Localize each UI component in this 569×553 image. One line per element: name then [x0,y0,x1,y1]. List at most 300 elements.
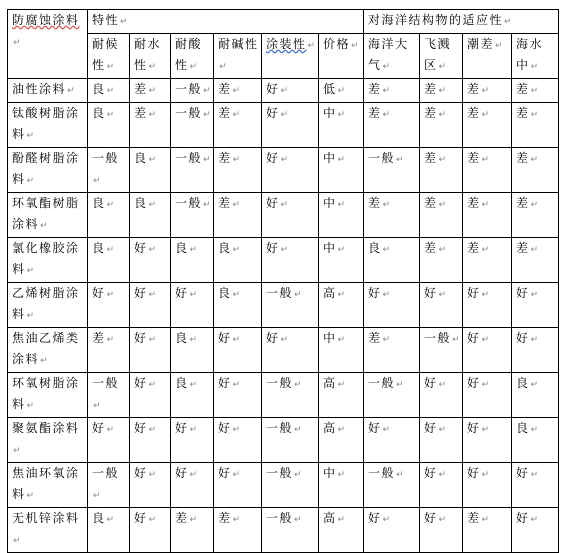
table-cell [420,193,463,238]
row-name-cell [8,328,88,373]
row-name-cell [8,373,88,418]
table-cell [420,148,463,193]
table-cell [214,283,262,328]
table-cell [512,418,559,463]
column-header-cell [420,34,463,79]
row-name-cell [8,463,88,508]
table-cell [88,238,130,283]
paragraph-mark-icon: ↵ [307,41,316,51]
paragraph-mark-icon: ↵ [337,425,346,435]
table-cell [130,328,171,373]
column-header-cell [88,34,130,79]
paragraph-mark-icon: ↵ [382,245,391,255]
table-cell-value: 差 [92,331,106,345]
table-cell-value: 良 [134,151,148,165]
paragraph-mark-icon: ↵ [481,515,490,525]
paragraph-mark-icon: ↵ [106,200,115,210]
paragraph-mark-icon: ↵ [93,176,101,186]
paragraph-mark-icon: ↵ [26,176,35,186]
table-cell-value: 好 [134,466,148,480]
table-cell [512,508,559,553]
table-cell-value: 好 [424,466,438,480]
paragraph-mark-icon: ↵ [232,425,241,435]
table-row [8,238,559,283]
table-cell [319,193,364,238]
paragraph-mark-icon: ↵ [280,155,289,165]
table-cell-value: 高 [323,286,337,300]
table-cell [463,238,512,283]
paragraph-mark-icon: ↵ [294,425,302,435]
table-cell-value: 差 [467,151,481,165]
row-name-cell [8,283,88,328]
paragraph-mark-icon: ↵ [189,470,198,480]
table-cell-value: 中 [323,196,337,210]
table-cell [463,463,512,508]
table-cell [214,79,262,103]
table-cell [319,373,364,418]
table-cell [262,508,319,553]
table-cell [512,79,559,103]
column-header-cell [463,34,512,79]
paragraph-mark-icon: ↵ [530,335,539,345]
table-row [8,508,559,553]
table-cell [214,148,262,193]
table-cell-value: 良 [368,241,382,255]
table-cell [319,238,364,283]
table-cell-value: 差 [467,241,481,255]
table-cell-value: 好 [424,421,438,435]
paragraph-mark-icon: ↵ [148,245,157,255]
table-cell [364,103,420,148]
table-cell-value: 一般 [92,151,120,165]
paragraph-mark-icon: ↵ [219,62,227,72]
table-cell [420,463,463,508]
paragraph-mark-icon: ↵ [530,425,539,435]
paragraph-mark-icon: ↵ [530,380,539,390]
paragraph-mark-icon: ↵ [120,17,128,27]
table-row [8,418,559,463]
table-cell-value: 差 [218,151,232,165]
table-cell [512,103,559,148]
table-cell [319,79,364,103]
table-cell-value: 好 [516,286,530,300]
paragraph-mark-icon: ↵ [438,86,447,96]
paragraph-mark-icon: ↵ [148,290,157,300]
table-row [8,103,559,148]
table-cell-value: 差 [424,196,438,210]
row-name-label: 焦油环氧涂料 [12,466,80,501]
paragraph-mark-icon: ↵ [106,515,115,525]
table-cell [364,328,420,373]
row-name-cell [8,148,88,193]
paragraph-mark-icon: ↵ [382,515,391,525]
paragraph-mark-icon: ↵ [203,110,211,120]
paragraph-mark-icon: ↵ [481,425,490,435]
table-row [8,373,559,418]
table-cell [463,373,512,418]
paragraph-mark-icon: ↵ [495,41,503,51]
table-cell [420,79,463,103]
paragraph-mark-icon: ↵ [481,290,490,300]
paragraph-mark-icon: ↵ [530,515,539,525]
table-cell [364,418,420,463]
table-cell [512,373,559,418]
table-cell-value: 一般 [175,151,203,165]
paragraph-mark-icon: ↵ [148,86,157,96]
table-cell [88,508,130,553]
row-name-cell [8,418,88,463]
row-name-label: 氯化橡胶涂料 [12,241,80,276]
header-row-columns [8,34,559,79]
column-header-cell [262,34,319,79]
table-cell [319,328,364,373]
paragraph-mark-icon: ↵ [504,17,512,27]
table-cell-value: 差 [368,82,382,96]
table-cell-value: 好 [218,466,232,480]
table-cell [262,148,319,193]
paragraph-mark-icon: ↵ [106,425,115,435]
table-cell [214,328,262,373]
table-cell [364,79,420,103]
table-cell [214,418,262,463]
table-cell [130,148,171,193]
table-cell-value: 好 [467,376,481,390]
column-header-cell [364,34,420,79]
table-cell [420,238,463,283]
paragraph-mark-icon: ↵ [189,335,198,345]
column-header-label: 涂装性 [266,37,307,51]
table-cell [262,103,319,148]
paragraph-mark-icon: ↵ [530,200,539,210]
table-cell-value: 高 [323,511,337,525]
table-cell-value: 好 [424,511,438,525]
table-cell-value: 差 [516,241,530,255]
table-cell-value: 差 [368,196,382,210]
paragraph-mark-icon: ↵ [148,200,157,210]
paragraph-mark-icon: ↵ [13,38,21,48]
table-cell-value: 良 [134,196,148,210]
paragraph-mark-icon: ↵ [382,425,391,435]
paragraph-mark-icon: ↵ [148,62,157,72]
paragraph-mark-icon: ↵ [438,200,447,210]
table-cell-value: 差 [516,196,530,210]
table-cell [130,79,171,103]
table-cell [512,193,559,238]
paragraph-mark-icon: ↵ [481,470,490,480]
paragraph-mark-icon: ↵ [530,155,539,165]
table-cell-value: 好 [175,421,189,435]
paragraph-mark-icon: ↵ [294,515,302,525]
paragraph-mark-icon: ↵ [232,335,241,345]
table-cell-value: 良 [92,82,106,96]
table-cell-value: 好 [134,421,148,435]
table-cell-value: 中 [323,331,337,345]
table-cell [262,328,319,373]
table-cell [364,373,420,418]
paragraph-mark-icon: ↵ [148,515,157,525]
table-cell [171,373,214,418]
table-cell [512,283,559,328]
table-cell [262,373,319,418]
table-cell-value: 低 [323,82,337,96]
paragraph-mark-icon: ↵ [337,290,346,300]
header-group-properties-label: 特性 [92,13,120,27]
paragraph-mark-icon: ↵ [382,200,391,210]
table-cell [130,508,171,553]
table-cell-value: 好 [467,421,481,435]
table-cell [130,103,171,148]
table-cell [463,418,512,463]
paragraph-mark-icon: ↵ [148,335,157,345]
table-row [8,193,559,238]
table-cell-value: 差 [218,196,232,210]
table-cell-value: 差 [218,511,232,525]
table-cell [512,148,559,193]
table-cell [262,283,319,328]
paragraph-mark-icon: ↵ [106,62,115,72]
row-name-label: 油性涂料 [12,82,67,96]
table-cell [364,193,420,238]
table-cell [88,79,130,103]
paragraph-mark-icon: ↵ [481,200,490,210]
table-cell [88,148,130,193]
table-cell-value: 良 [175,376,189,390]
table-cell-value: 中 [323,466,337,480]
table-cell [214,463,262,508]
paragraph-mark-icon: ↵ [481,110,490,120]
table-cell [364,283,420,328]
table-cell [463,193,512,238]
table-cell-value: 差 [467,106,481,120]
table-cell-value: 差 [218,106,232,120]
table-cell-value: 一般 [368,151,396,165]
table-cell [130,373,171,418]
paragraph-mark-icon: ↵ [26,131,35,141]
table-cell-value: 差 [175,511,189,525]
paragraph-mark-icon: ↵ [294,380,302,390]
paragraph-mark-icon: ↵ [438,155,447,165]
paragraph-mark-icon: ↵ [280,335,289,345]
paragraph-mark-icon: ↵ [93,401,101,411]
table-cell [130,193,171,238]
row-name-cell [8,508,88,553]
table-cell [463,79,512,103]
table-cell-value: 好 [266,196,280,210]
paragraph-mark-icon: ↵ [294,290,302,300]
table-cell [171,328,214,373]
table-cell-value: 中 [323,106,337,120]
table-cell-value: 一般 [266,376,294,390]
row-name-label: 环氧树脂涂料 [12,376,80,411]
table-cell [512,328,559,373]
header-group-marine [364,10,559,34]
paragraph-mark-icon: ↵ [148,110,157,120]
column-header-label: 耐候性 [92,37,120,72]
table-cell-value: 差 [467,196,481,210]
table-cell-value: 良 [175,241,189,255]
header-group-marine-label: 对海洋结构物的适应性 [368,13,504,27]
paragraph-mark-icon: ↵ [280,86,289,96]
table-cell-value: 良 [92,511,106,525]
table-cell [463,103,512,148]
table-cell [88,283,130,328]
table-cell [463,508,512,553]
row-name-label: 酚醛树脂涂料 [12,151,80,186]
paragraph-mark-icon: ↵ [26,311,35,321]
paragraph-mark-icon: ↵ [203,86,211,96]
paragraph-mark-icon: ↵ [106,290,115,300]
table-cell [364,463,420,508]
table-cell [420,418,463,463]
table-cell-value: 好 [368,511,382,525]
table-cell-value: 差 [218,82,232,96]
table-cell [364,238,420,283]
paragraph-mark-icon: ↵ [530,470,539,480]
table-cell [420,283,463,328]
table-cell-value: 好 [134,286,148,300]
table-cell [171,283,214,328]
table-cell [420,103,463,148]
paragraph-mark-icon: ↵ [106,86,115,96]
paragraph-mark-icon: ↵ [67,86,75,96]
table-cell [319,103,364,148]
paragraph-mark-icon: ↵ [189,425,198,435]
table-cell-value: 差 [516,106,530,120]
table-cell [364,508,420,553]
paragraph-mark-icon: ↵ [481,245,490,255]
column-header-label: 潮差 [467,37,495,51]
table-cell-value: 差 [467,511,481,525]
table-cell-value: 好 [175,286,189,300]
paragraph-mark-icon: ↵ [26,401,35,411]
paragraph-mark-icon: ↵ [40,221,48,231]
table-cell-value: 差 [516,82,530,96]
paragraph-mark-icon: ↵ [337,86,346,96]
paragraph-mark-icon: ↵ [438,245,447,255]
table-cell-value: 好 [218,331,232,345]
paragraph-mark-icon: ↵ [337,110,346,120]
paragraph-mark-icon: ↵ [337,200,346,210]
table-cell-value: 良 [516,376,530,390]
table-cell-value: 差 [424,106,438,120]
table-cell [463,148,512,193]
paragraph-mark-icon: ↵ [481,380,490,390]
table-cell-value: 差 [368,106,382,120]
table-cell-value: 好 [266,331,280,345]
table-cell-value: 好 [467,331,481,345]
paragraph-mark-icon: ↵ [337,155,346,165]
table-cell [171,418,214,463]
paragraph-mark-icon: ↵ [189,245,198,255]
table-row [8,283,559,328]
paragraph-mark-icon: ↵ [106,245,115,255]
paragraph-mark-icon: ↵ [280,110,289,120]
table-cell-value: 一般 [175,82,203,96]
table-cell-value: 好 [92,421,106,435]
table-cell-value: 一般 [368,466,396,480]
coating-comparison-table [7,9,559,553]
table-cell [88,373,130,418]
column-header-label: 海水中 [516,37,544,72]
table-cell-value: 好 [218,376,232,390]
paragraph-mark-icon: ↵ [382,290,391,300]
table-cell-value: 一般 [175,106,203,120]
paragraph-mark-icon: ↵ [232,110,241,120]
column-header-label: 耐水性 [134,37,162,72]
paragraph-mark-icon: ↵ [232,380,241,390]
column-header-cell [512,34,559,79]
table-cell-value: 好 [266,151,280,165]
paragraph-mark-icon: ↵ [438,62,447,72]
table-cell-value: 差 [368,331,382,345]
table-cell [130,238,171,283]
column-header-cell [130,34,171,79]
paragraph-mark-icon: ↵ [148,470,157,480]
table-cell [262,193,319,238]
paragraph-mark-icon: ↵ [232,86,241,96]
row-name-label: 环氧酯树脂涂料 [12,196,80,231]
column-header-cell [214,34,262,79]
paragraph-mark-icon: ↵ [337,515,346,525]
table-cell [171,238,214,283]
table-cell-value: 良 [218,286,232,300]
paragraph-mark-icon: ↵ [26,266,35,276]
table-cell-value: 一般 [266,421,294,435]
table-cell-value: 良 [175,331,189,345]
paragraph-mark-icon: ↵ [232,470,241,480]
table-cell [420,373,463,418]
paragraph-mark-icon: ↵ [438,425,447,435]
table-cell-value: 好 [134,511,148,525]
paragraph-mark-icon: ↵ [481,335,490,345]
header-row-groups [8,10,559,34]
paragraph-mark-icon: ↵ [438,470,447,480]
table-cell-value: 一般 [424,331,452,345]
table-cell [171,193,214,238]
paragraph-mark-icon: ↵ [232,515,241,525]
paragraph-mark-icon: ↵ [280,245,289,255]
table-row [8,328,559,373]
paragraph-mark-icon: ↵ [351,41,359,51]
table-cell [88,463,130,508]
column-header-cell [319,34,364,79]
header-corner-label: 防腐蚀涂料 [12,13,80,27]
table-cell-value: 良 [92,196,106,210]
paragraph-mark-icon: ↵ [530,110,539,120]
row-name-cell [8,103,88,148]
table-cell [214,103,262,148]
table-cell-value: 差 [134,106,148,120]
paragraph-mark-icon: ↵ [13,446,21,456]
paragraph-mark-icon: ↵ [438,110,447,120]
table-cell-value: 一般 [266,466,294,480]
table-cell [420,508,463,553]
table-cell-value: 良 [516,421,530,435]
table-cell-value: 一般 [92,466,120,480]
table-cell-value: 好 [516,466,530,480]
paragraph-mark-icon: ↵ [26,491,35,501]
table-row [8,463,559,508]
table-cell [262,418,319,463]
paragraph-mark-icon: ↵ [438,290,447,300]
table-cell-value: 好 [175,466,189,480]
table-cell-value: 高 [323,376,337,390]
paragraph-mark-icon: ↵ [382,62,391,72]
paragraph-mark-icon: ↵ [337,335,346,345]
table-cell-value: 中 [323,241,337,255]
table-cell [364,148,420,193]
table-cell [262,238,319,283]
